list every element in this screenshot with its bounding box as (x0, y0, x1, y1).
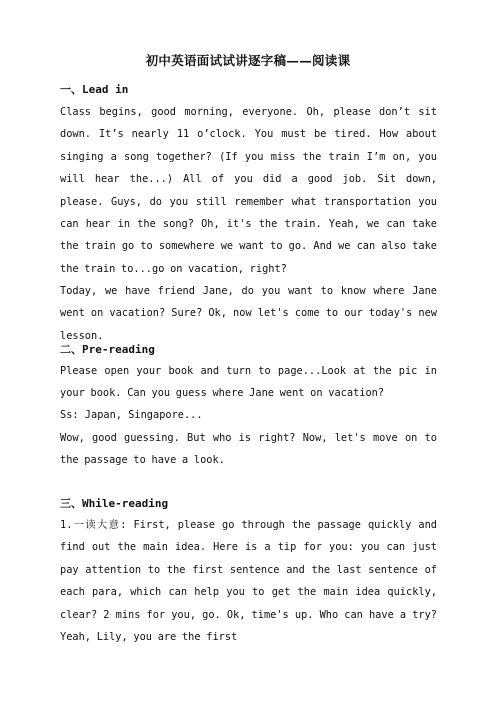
pre-reading-student-answer: Ss: Japan, Singapore... (60, 409, 203, 421)
pre-reading-paragraph-1: Please open your book and turn to page...Look at the pic in your book. Can you guess where Jane went on vacation? (60, 365, 437, 400)
lead-in-paragraph-2: Today, we have friend Jane, do you want to know where Jane went on vacation? Sure? Ok, now let's come to our today's new lesson. (60, 285, 437, 342)
while-reading-paragraph-1: 1.一读大意: First, please go through the passage quickly and find out the main idea. Here is a tip for you: you can just pay attention to the first sentence and the last sentence of each para, which can help you to get the main idea quickly, clear? 2 mins for you, go. Ok, time's up. Who can have a try? Yeah, Lily, you are the first (60, 519, 437, 644)
lead-in-paragraph-1: Class begins, good morning, everyone. Oh, please don’t sit down. It’s nearly 11 o’clock. You must be tired. How about singing a song together? (If you miss the train I’m on, you will hear the...) All of you did a good job. Sit down, please. Guys, do you still remember what transportation you can hear in the song? Oh, it's the train. Yeah, we can take the train go to somewhere we want to go. And we can also take the train to...go on vacation, right? (60, 106, 437, 275)
section-heading-while-reading: 三、While-reading (60, 497, 169, 510)
pre-reading-paragraph-3: Wow, good guessing. But who is right? Now, let's move on to the passage to have a look. (60, 432, 437, 467)
document-title: 初中英语面试试讲逐字稿——阅读课 (145, 53, 351, 68)
section-heading-pre-reading: 二、Pre-reading (60, 343, 155, 356)
section-heading-lead-in: 一、Lead in (60, 83, 129, 96)
